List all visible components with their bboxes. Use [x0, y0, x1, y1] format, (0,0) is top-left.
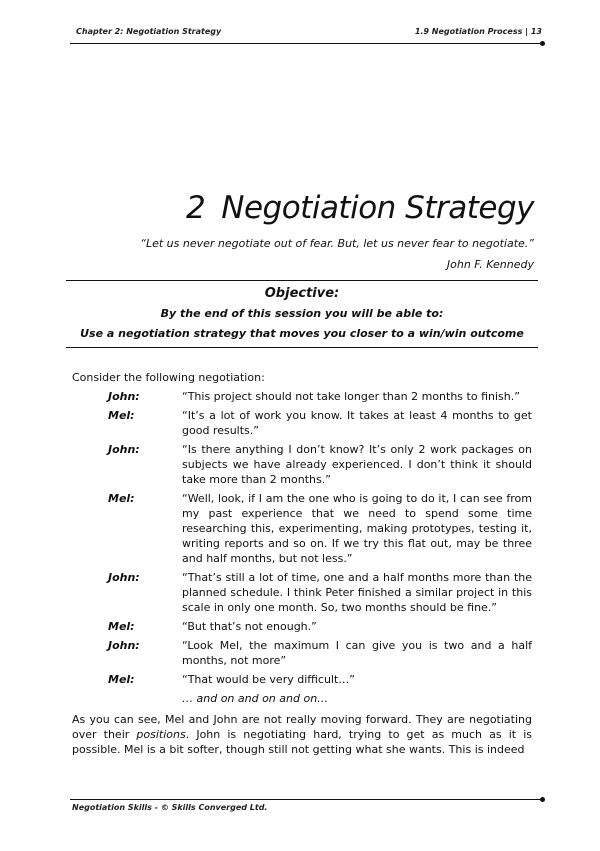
objective-heading: Objective: [264, 286, 340, 301]
dialogue-line [72, 619, 532, 634]
dialogue-line [72, 570, 532, 615]
speech: “That’s still a lot of time, one and a half months more than the planned schedule. I think Peter finished a similar project in this scale in only one month. So, two months should be fine.” [182, 571, 532, 614]
speaker: Mel: [108, 620, 135, 633]
footer-copyright: Negotiation Skills - © Skills Converged Ltd. [72, 803, 268, 812]
dialogue-line [72, 491, 532, 566]
running-header-section-page: 1.9 Negotiation Process | 13 [414, 27, 542, 36]
intro-text: Consider the following negotiation: [72, 371, 265, 384]
speech: “Look Mel, the maximum I can give you is two and a half months, not more” [182, 639, 532, 667]
speaker: Mel: [108, 673, 135, 686]
speech: “Is there anything I don’t know? It’s only 2 work packages on subjects we have already experienced. I don’t think it should take more than 2 months.” [182, 443, 532, 486]
epigraph-quote: “Let us never negotiate out of fear. But, let us never fear to negotiate.” [140, 237, 534, 250]
objective-line-2: Use a negotiation strategy that moves you closer to a win/win outcome [80, 327, 524, 340]
speaker: John: [108, 639, 140, 652]
footer-rule [70, 799, 542, 800]
chapter-title [186, 190, 534, 226]
epigraph-author: John F. Kennedy [446, 258, 534, 271]
speaker: John: [108, 571, 140, 584]
running-header-chapter: Chapter 2: Negotiation Strategy [76, 27, 222, 36]
dialogue-line [72, 442, 532, 487]
speaker: Mel: [108, 492, 135, 505]
paragraph-text-a: As you can see, Mel and John are not really moving forward. They are negotiating over their [72, 713, 532, 741]
body-paragraph [72, 712, 532, 757]
objective-top-rule [66, 280, 538, 281]
speaker: Mel: [108, 409, 135, 422]
dialogue-trail: … and on and on and on… [182, 692, 329, 705]
header-rule [70, 43, 542, 44]
paragraph-emphasis: positions [136, 728, 186, 741]
chapter-title-text: Negotiation Strategy [221, 190, 534, 226]
objective-bottom-rule [66, 347, 538, 348]
speaker: John: [108, 390, 140, 403]
footer-rule-dot [540, 797, 545, 802]
speech: “It’s a lot of work you know. It takes at least 4 months to get good results.” [182, 409, 532, 437]
header-rule-dot [540, 41, 545, 46]
speaker: John: [108, 443, 140, 456]
dialogue-line [72, 672, 532, 687]
speech: “But that’s not enough.” [182, 620, 317, 633]
objective-line-1: By the end of this session you will be able to: [160, 307, 444, 320]
speech: “Well, look, if I am the one who is going to do it, I can see from my past experience that we need to spend some time researching this, experimenting, making prototypes, testing it, writing reports and so on. If we try this flat out, may be three and half months, but not less.” [182, 492, 532, 565]
speech: “That would be very difficult…” [182, 673, 355, 686]
dialogue [72, 389, 532, 706]
dialogue-line [72, 638, 532, 668]
paragraph-text-b: . John is negotiating hard, trying to get as much as it is possible. Mel is a bit softer, though still not getting what she wants. This is indeed [72, 728, 532, 756]
dialogue-line [72, 408, 532, 438]
speech: “This project should not take longer than 2 months to finish.” [182, 390, 520, 403]
dialogue-line [72, 389, 532, 404]
chapter-number: 2 [186, 190, 206, 226]
